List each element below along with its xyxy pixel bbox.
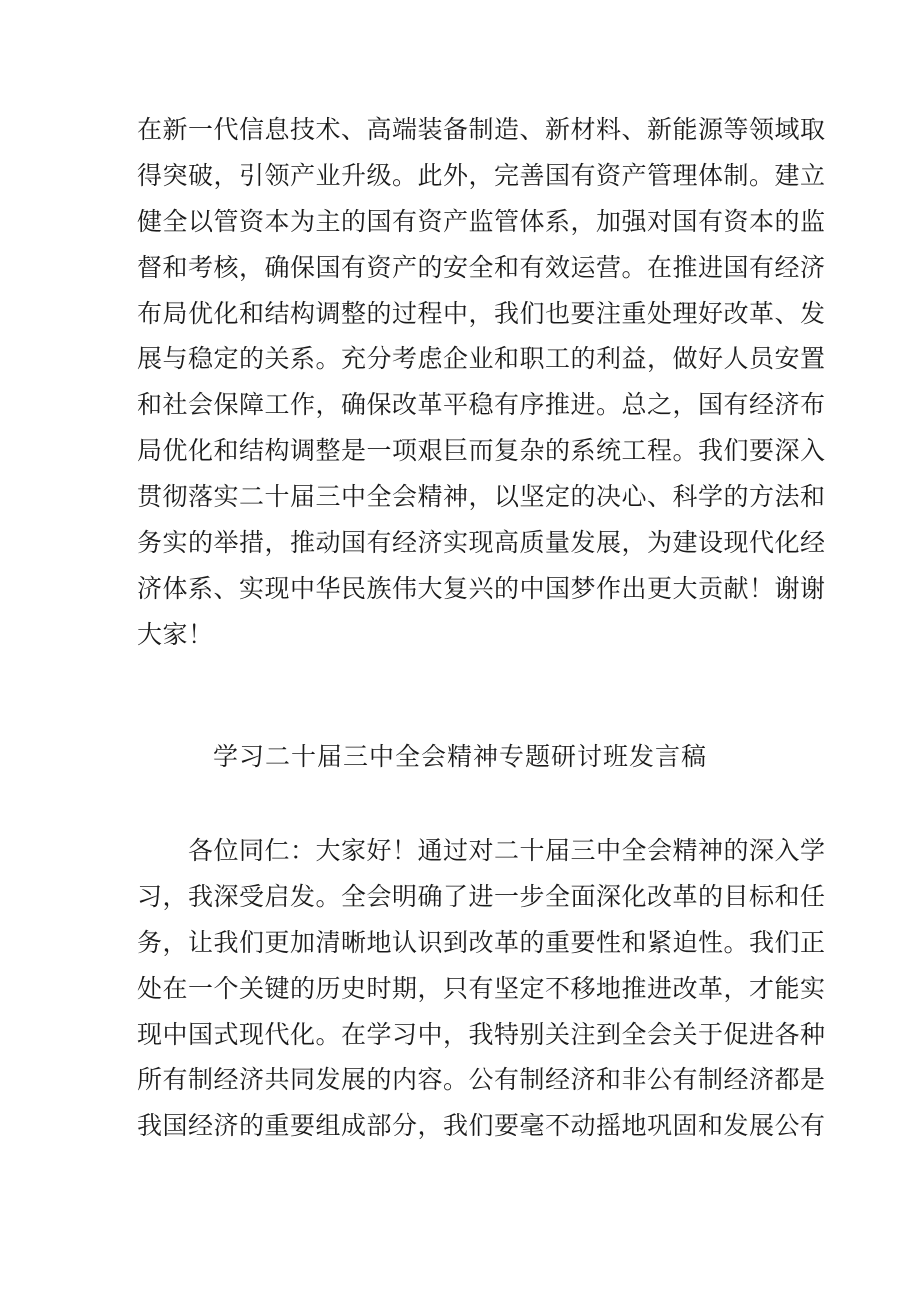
text-line: 得突破，引领产业升级。此外，完善国有资产管理体制。建立 <box>137 160 826 190</box>
text-line: 在新一代信息技术、高端装备制造、新材料、新能源等领域取 <box>137 115 826 144</box>
article-body-text <box>137 828 826 1149</box>
text-line: 我国经济的重要组成部分，我们要毫不动摇地巩固和发展公有 <box>137 1111 826 1141</box>
text-line: 健全以管资本为主的国有资产监管体系，加强对国有资本的监 <box>137 206 826 236</box>
text-line: 展与稳定的关系。充分考虑企业和职工的利益，做好人员安置 <box>137 344 826 374</box>
text-line: 各位同仁：大家好！通过对二十届三中全会精神的深入学 <box>137 836 826 865</box>
article-title: 学习二十届三中全会精神专题研讨班发言稿 <box>212 742 707 771</box>
text-line: 和社会保障工作，确保改革平稳有序推进。总之，国有经济布 <box>137 390 826 420</box>
previous-section-text <box>137 107 826 658</box>
text-line: 局优化和结构调整是一项艰巨而复杂的系统工程。我们要深入 <box>137 436 826 466</box>
text-line: 现中国式现代化。在学习中，我特别关注到全会关于促进各种 <box>137 1019 826 1049</box>
text-line: 大家！ <box>137 619 214 649</box>
text-line: 督和考核，确保国有资产的安全和有效运营。在推进国有经济 <box>137 252 826 282</box>
text-line: 贯彻落实二十届三中全会精神，以坚定的决心、科学的方法和 <box>137 482 826 512</box>
text-line: 习，我深受启发。全会明确了进一步全面深化改革的目标和任 <box>137 881 826 911</box>
text-line: 务实的举措，推动国有经济实现高质量发展，为建设现代化经 <box>137 528 826 558</box>
text-line: 济体系、实现中华民族伟大复兴的中国梦作出更大贡献！谢谢 <box>137 573 826 603</box>
text-line: 处在一个关键的历史时期，只有坚定不移地推进改革，才能实 <box>137 973 826 1003</box>
text-line: 所有制经济共同发展的内容。公有制经济和非公有制经济都是 <box>137 1065 826 1095</box>
text-line: 布局优化和结构调整的过程中，我们也要注重处理好改革、发 <box>137 298 826 328</box>
text-line: 务，让我们更加清晰地认识到改革的重要性和紧迫性。我们正 <box>137 927 826 957</box>
